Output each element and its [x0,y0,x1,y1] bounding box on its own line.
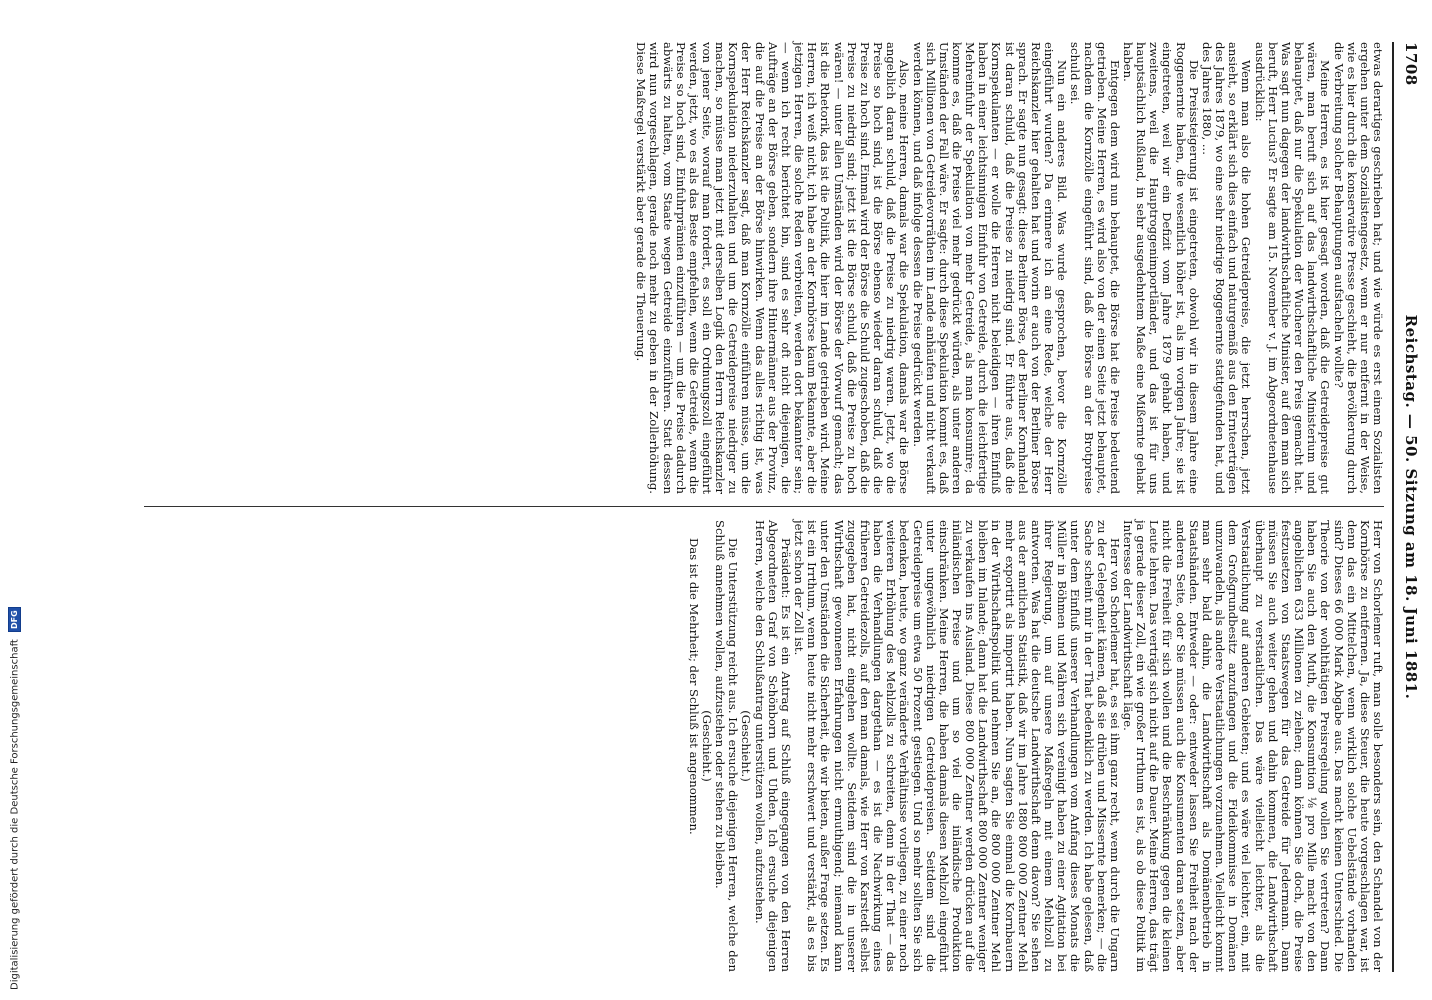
running-title: Reichstag. — 50. Sitzung am 18. Juni 1881. [1402,314,1420,700]
quote-paragraph: Wenn man also die hohen Getreidepreise, die jetzt herrschen, jetzt ansieht, so erklärt sich dies einfach und naturgemäß aus den Ernteerträgen des Jahres 1879, wo eine sehr niedrige Roggenernte stattgefunden hat, und des Jahres 1880, ... [1199,42,1254,494]
digitization-credit [8,607,21,990]
paragraph: Entgegen dem wird nun behauptet, die Börse hat die Preise bedeutend getrieben. Meine Herren, es wird also von der einen Seite jetzt behauptet, nachdem die Kornzölle eingeführt sind, daß die Börse an der Brotpreise schuld sei. [1068,42,1122,494]
stage-direction: (Geschieht.) [700,710,715,782]
paragraph: Die Unterstützung reicht aus. Ich ersuche diejenigen Herren, welche den Schluß annehmen wollen, aufzustehen oder stehen zu bleiben. [713,520,741,972]
paragraph: Herr von Schorlemer hat, es sei ihm ganz recht, wenn durch die Ungarn zu der Gelegenheit kämen, daß sie drüben und Missernte bemerken; — die Sache scheint mir in der That bedenklich zu werden. Ich habe gelesen, daß unter dem Einfluß unserer Verhandlungen vom Anfang dieses Monats die Müller in Böhmen und Mähren sich vereinigt haben zu einer Agitation bei ihrer Regierung, um auf unsere Maßregeln mit einem Mehlzoll zu antworten. Was hat die deutsche Landwirthschaft denn davon? Sie sehen aus der amtlichen Statistik, daß wir im Jahre 1880 800 000 Zentner Mehl mehr exportirt als importirt haben. Nun sagten Sie einmal die Kornbauern in der Wirthschaftspolitik und nehmen Sie an, die 800 000 Zentner Mehl bleiben im Inlande; dann hat die Landwirthschaft 800 000 Zentner weniger zu verkaufen ins Ausland. Diese 800 000 Zentner werden drücken auf die inländischen Preise und um so viel die inländische Produktion einschränken. Meine Herren, die haben damals diesen Mehlzoll eingeführt unter ungewöhnlich niedrigen Getreidepreisen. Seitdem sind die Getreidepreise um etwa 50 Prozent gestiegen. Und so mehr sollten Sie sich bedenken, heute, wo ganz veränderte Verhältnisse vorliegen, zu einer noch weiteren Erhöhung des Mehlzolls zu schreiten, denn in der That — das haben die Verhandlungen dargethan — es ist die Nachwirkung eines früheren Getreidezolls, auf den man damals, wie Herr von Karstedt selbst zugegeben hat, nicht eingehen wollte. Seitdem sind die in unserer Wirthschaft gewonnenen Erfahrungen nicht ermuthigend; niemand kann unter den Umständen die Sicherheit, die wir bieten, außer Frage setzen. Es ist ein Irrthum, wenn heute nicht mehr erschwert und verstärkt, als es bis jetzt schon der Zoll ist. [792,520,1122,972]
right-column [687,520,1384,972]
paragraph: Das ist die Mehrheit; der Schluß ist angenommen. [686,538,701,835]
page-header [1396,42,1420,972]
left-column [634,42,1384,494]
quote-paragraph: Die Preissteigerung ist eingetreten, obwohl wir in diesem Jahre eine Roggenernte haben, die wesentlich höher ist, als im vorigen Jahre; sie ist eingetreten, weil wir ein Defizit vom Jahre 1879 gehabt haben, und zweitens, weil die Hauptroggenimportländer, und das ist für uns hauptsächlich Rußland, in sehr ausgedehntem Maße eine Mißernte gehabt haben. [1121,42,1201,494]
paragraph: Herr von Schorlemer ruft, man solle besonders sein, den Schandel von der Kornbörse zu entfernen. Ja, diese Steuer, die heute vorgeschlagen war, ist denn das ein Mittelchen, wenn wirklich solche Uebelstände vorhanden sind? Dieses 66 000 Mark Abgabe aus. Das macht keinen Unterschied. Die Theorie von der wohlthätigen Preisregelung wollen Sie vertreten? Dann haben Sie auch den Muth, die Konsumtion ⅛ pro Mille macht von den angeblichen 633 Millionen zu ziehen; dann können Sie doch, die Preise festzusetzen von Staatswegen für das Getreide für Jedermann. Dann müssen Sie auch weiter gehen und dahin kommen, die Landwirthschaft überhaupt zu verstaatlichen. Das wäre vielleicht leichter, als die Verstaatlichung auf anderen Gebieten; und es wäre viel leichter, ein, mit dem Großgrundbesitz anzufangen und die Fideikommisse in Domänen umzuwandeln, als andere Verstaatlichungen vorzunehmen. Vielleicht kommt man sehr bald dahin, die Landwirthschaft als Domänenbetrieb in Staatshänden. Entweder — oder: entweder lassen Sie Freiheit nach der anderen Seite, oder Sie müssen auch die Konsumenten daran setzen, aber nicht die Freiheit für sich wollen und die Beschränkung gegen die kleinen Leute lehren. Das verträgt sich nicht auf die Dauer. Meine Herren, das trägt ja gerade dieser Zoll, ein wie großer Irrthum es ist, als ob diese Politik im Interesse der Landwirthschaft läge. [1121,520,1385,972]
paragraph: etwas derartiges geschrieben hat; und wie würde es erst einem Sozialisten ergehen unter dem Sozialistengesetz, wenn er nur entfernt in der Weise, wie es hier durch die konservative Presse geschieht, die Bevölkerung durch die Verbreitung solcher Behauptungen aufstacheln wollte? [1331,42,1385,494]
credit-text: Digitalisierung gefördert durch die Deutsche Forschungsgemeinschaft [9,639,21,990]
stage-direction: (Geschieht.) [739,710,754,782]
header-rule [1392,42,1394,972]
paragraph: Also, meine Herren, damals war die Spekulation, damals war die Börse angeblich daran schuld, daß die Preise zu niedrig waren. Jetzt, wo die Preise so hoch sind, ist die Börse ebenso wieder daran schuld, daß die Preise zu hoch sind. Einmal wird der Börse die Schuld zugeschoben, daß die Preise zu niedrig sind; jetzt ist die Börse schuld, daß die Preise zu hoch wären! — unter allen Umständen wird der Börse der Vorwurf gemacht; das ist die Rhetorik, das ist die Politik, die hier im Lande getrieben wird. Meine Herren, ich weiß nicht, ich habe an der Kornbörse kaum Bekannte, aber die jetzigen Herren, die solche Reden verbreiten, werden dort bekannter sein; — wenn ich recht berichtet bin, sind es sehr oft nicht diejenigen, die Aufträge an der Börse geben, sondern ihre Hintermänner aus der Provinz, die auf die Preise an der Börse hinwirken. Wenn das alles richtig ist, was der Herr Reichskanzler sagt, daß man Kornzölle einführen müsse, um die Kornspekulation niederzuhalten und um die Getreidepreise niedriger zu machen, so müsse man jetzt mit derselben Logik den Herrn Reichskanzler von jener Seite, worauf man fordert, es soll ein Ordnungszoll eingeführt werden, jetzt, wo es als das Beste empfehlen, wenn die Getreide, wenn die Preise so hoch sind, Einfuhrprämien einzuführen — um die Preise dadurch abwärts zu halten, vom Staate wegen Getreide einzuführen. Statt dessen wird nun vorgeschlagen, gerade noch mehr zu geben in der Zollerhöhung. Diese Maßregel verstärkt aber gerade die Theuerung. [634,42,912,494]
paragraph: Meine Herren, es ist hier gesagt worden, daß die Getreidepreise gut wären, man beruft sich auf das landwirthschaftliche Ministerium und behauptet, daß nur die Spekulation der Wucherer den Preis gemacht hat. Was sagt nun dagegen der landwirthschaftliche Minister, auf den man sich beruft, Herr Lucius? Er sagte am 15. November v. J. im Abgeordnetenhause ausdrücklich: [1252,42,1333,494]
dfg-logo: DFG [8,607,21,632]
page-number: 1708 [1402,42,1420,86]
paragraph: Nun ein anderes Bild. Was wurde gesprochen, bevor die Kornzölle eingeführt wurden? Da erinnere ich an eine Rede, welche der Herr Reichskanzler hier gehalten hat und worin er auch von der Berliner Börse sprach. Er sagte nun gesagt: diese Berliner Börse, der Berliner Kornhandel ist daran schuld, daß die Preise zu niedrig sind. Er führte aus, daß die Kornspekulanten — er wolle die Herren nicht beleidigen — ihren Einfluß haben in einer leichtsinnigen Einfuhr von Getreide, durch die leichtfertige Mehreinfuhr der Spekulation von mehr Getreide, als man konsumire; da komme es, daß die Preise viel mehr gedrückt würden, als unter anderen Umständen der Fall wäre. Er sagte: durch diese Spekulation kommt es, daß sich Millionen von Getreidevorräthen im Lande anhäufen und nicht verkauft werden können, und daß infolge dessen die Preise gedrückt werden. [910,42,1070,494]
column-divider [144,506,1384,507]
rotated-page [120,42,1420,972]
president-paragraph: Präsident: Es ist ein Antrag auf Schluß eingegangen von den Herren Abgeordneten Graf von Schönborn und Uhden. Ich ersuche diejenigen Herren, welche den Schlußantrag unterstützen wollen, aufzustehen. [752,520,793,972]
